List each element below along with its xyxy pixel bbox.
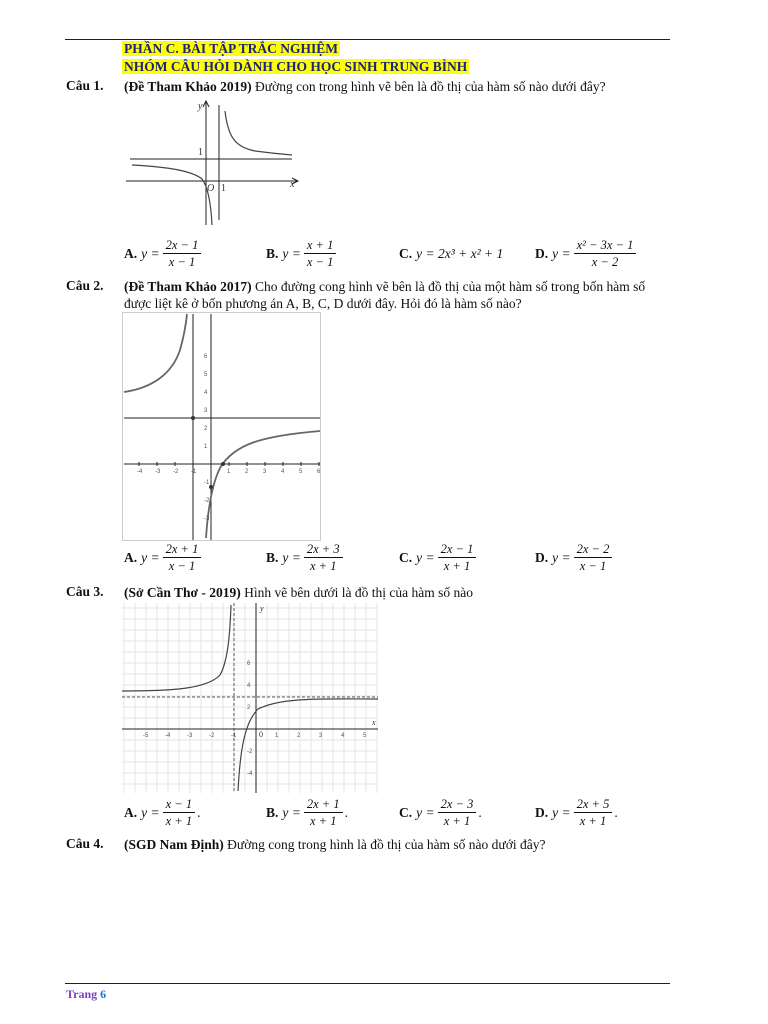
q2-x-tick-label: -4 xyxy=(137,469,143,475)
q2-y-tick-label: 3 xyxy=(204,408,208,414)
q3-y-tick-label: -4 xyxy=(247,771,253,777)
q2-y-tick-label: 6 xyxy=(204,354,208,360)
q2-frame xyxy=(123,313,321,541)
question-1-graph xyxy=(120,95,310,230)
question-2-text xyxy=(124,278,669,312)
question-4-text xyxy=(124,836,669,853)
q3-grid xyxy=(122,603,378,793)
q3-option-a[interactable]: A. y = $\frac{x - 1}{x + 1}$ . xyxy=(124,797,201,828)
q3-origin-label: 0 xyxy=(259,730,263,739)
q1-left-branch xyxy=(132,165,215,225)
page-footer xyxy=(66,987,106,1002)
q3-x-tick-label: 1 xyxy=(275,733,279,739)
q1-one-y-label: 1 xyxy=(198,147,203,158)
q1-y-label: y xyxy=(198,101,203,112)
fraction: $\frac{2x - 1}{x - 1}$ xyxy=(163,238,202,269)
question-1-body: Đường con trong hình vẽ bên là đồ thị của hàm số nào dưới đây? xyxy=(251,79,606,94)
q3-x-tick-label: -5 xyxy=(143,733,149,739)
q1-option-a[interactable]: A. y = $\frac{2x - 1}{x - 1}$ xyxy=(124,238,201,269)
q2-option-d[interactable]: D. y = $\frac{2x - 2}{x - 1}$ xyxy=(535,542,612,573)
q3-y-tick-label: -2 xyxy=(247,749,253,755)
fraction: $\frac{x - 1}{x + 1}$ xyxy=(163,797,195,828)
question-1-text xyxy=(124,78,669,95)
q3-x-tick-label: -3 xyxy=(187,733,193,739)
q1-right-branch xyxy=(225,111,292,155)
fraction: $\frac{2x + 1}{x + 1}$ xyxy=(304,797,343,828)
fraction: $\frac{2x - 3}{x + 1}$ xyxy=(438,797,477,828)
q2-x-tick-label: 5 xyxy=(299,469,303,475)
question-3-text xyxy=(124,584,669,601)
q2-y-tick-label: -3 xyxy=(204,516,210,522)
q3-x-tick-label: 5 xyxy=(363,733,367,739)
fraction: $\frac{2x - 2}{x - 1}$ xyxy=(574,542,613,573)
q2-y-tick-label: -1 xyxy=(204,480,210,486)
q2-y-intercept xyxy=(209,485,213,489)
question-2-body: Cho đường cong hình vẽ bên là đồ thị của một hàm số trong bốn hàm số được liệt kê ở bốn phương án A, B, C, D dưới đây. Hỏi đó là hàm số nào? xyxy=(124,279,646,311)
q3-x-tick-label: -4 xyxy=(165,733,171,739)
q3-x-tick-label: -1 xyxy=(231,733,237,739)
q2-x-tick-label: 3 xyxy=(263,469,267,475)
q2-x-intercept xyxy=(221,462,225,466)
q1-x-label: x xyxy=(290,179,295,190)
q2-y-tick-label: 2 xyxy=(204,426,208,432)
question-2-graph xyxy=(122,312,322,542)
q2-tick-labels xyxy=(137,354,321,522)
q2-x-tick-label: -1 xyxy=(191,469,197,475)
q3-left-branch xyxy=(122,605,231,691)
question-4-body: Đường cong trong hình là đồ thị của hàm số nào dưới đây? xyxy=(223,837,546,852)
question-3-body: Hình vẽ bên dưới là đồ thị của hàm số nào xyxy=(240,585,474,600)
q1-origin-label: O xyxy=(207,183,215,194)
section-title: PHẦN C. BÀI TẬP TRẮC NGHIỆM xyxy=(124,41,339,56)
fraction: $\frac{\text{x² − 3x − 1}}{x - 2}$ xyxy=(574,238,637,269)
q1-option-b[interactable]: B. y = $\frac{x + 1}{x - 1}$ xyxy=(266,238,336,269)
q3-y-tick-label: 4 xyxy=(247,683,251,689)
question-1-source: (Đề Tham Khảo 2019) xyxy=(124,79,252,94)
q3-x-tick-label: 3 xyxy=(319,733,323,739)
q2-x-tick-label: 6 xyxy=(317,469,321,475)
q3-y-tick-label: 2 xyxy=(247,705,251,711)
bottom-rule xyxy=(65,983,670,984)
q3-x-tick-label: -2 xyxy=(209,733,215,739)
q1-one-x-label: 1 xyxy=(221,183,226,194)
q3-x-tick-label: 2 xyxy=(297,733,301,739)
top-rule xyxy=(65,39,670,40)
q2-y-tick-label: 1 xyxy=(204,444,208,450)
q2-y-tick-label: -2 xyxy=(204,498,210,504)
q3-x-label: x xyxy=(372,718,376,727)
q3-y-label: y xyxy=(260,604,264,613)
q2-option-b[interactable]: B. y = $\frac{2x + 3}{x + 1}$ xyxy=(266,542,343,573)
q2-right-branch xyxy=(206,431,320,538)
question-4-source: (SGD Nam Định) xyxy=(124,837,224,852)
footer-label: Trang xyxy=(66,987,98,1001)
question-3-graph xyxy=(122,603,380,793)
q1-option-d[interactable]: D. y = $\frac{\text{x² − 3x − 1}}{x - 2}$ xyxy=(535,238,636,269)
q2-y-tick-label: 4 xyxy=(204,390,208,396)
q3-option-b[interactable]: B. y = $\frac{2x + 1}{x + 1}$ . xyxy=(266,797,348,828)
q2-option-a[interactable]: A. y = $\frac{2x + 1}{x - 1}$ xyxy=(124,542,201,573)
q2-asymptote-point xyxy=(191,416,195,420)
q2-x-tick-label: -3 xyxy=(155,469,161,475)
fraction: $\frac{2x - 1}{x + 1}$ xyxy=(438,542,477,573)
question-2-number: Câu 2. xyxy=(66,278,104,293)
q3-x-tick-label: 4 xyxy=(341,733,345,739)
section-subtitle: NHÓM CÂU HỎI DÀNH CHO HỌC SINH TRUNG BÌNH xyxy=(124,59,468,74)
fraction: $\frac{2x + 3}{x + 1}$ xyxy=(304,542,343,573)
q1-option-c[interactable]: C. y = 2x³ + x² + 1 xyxy=(399,246,504,261)
q2-x-tick-label: -2 xyxy=(173,469,179,475)
q3-y-tick-label: 6 xyxy=(247,661,251,667)
fraction: $\frac{2x + 5}{x + 1}$ xyxy=(574,797,613,828)
q2-x-tick-label: 1 xyxy=(227,469,231,475)
question-3-source: (Sở Cần Thơ - 2019) xyxy=(124,585,241,600)
q3-option-d[interactable]: D. y = $\frac{2x + 5}{x + 1}$ . xyxy=(535,797,618,828)
q2-x-tick-label: 2 xyxy=(245,469,249,475)
fraction: $\frac{x + 1}{x - 1}$ xyxy=(304,238,336,269)
question-1-number: Câu 1. xyxy=(66,78,104,93)
question-2-source: (Đề Tham Khảo 2017) xyxy=(124,279,252,294)
q2-y-tick-label: 5 xyxy=(204,372,208,378)
q3-right-branch xyxy=(238,699,378,791)
question-3-number: Câu 3. xyxy=(66,584,104,599)
fraction: $\frac{2x + 1}{x - 1}$ xyxy=(163,542,202,573)
question-4-number: Câu 4. xyxy=(66,836,104,851)
q3-option-c[interactable]: C. y = $\frac{2x - 3}{x + 1}$ . xyxy=(399,797,482,828)
q2-option-c[interactable]: C. y = $\frac{2x - 1}{x + 1}$ xyxy=(399,542,476,573)
q2-x-tick-label: 4 xyxy=(281,469,285,475)
page-number: 6 xyxy=(100,987,107,1001)
q2-left-branch xyxy=(124,314,187,392)
